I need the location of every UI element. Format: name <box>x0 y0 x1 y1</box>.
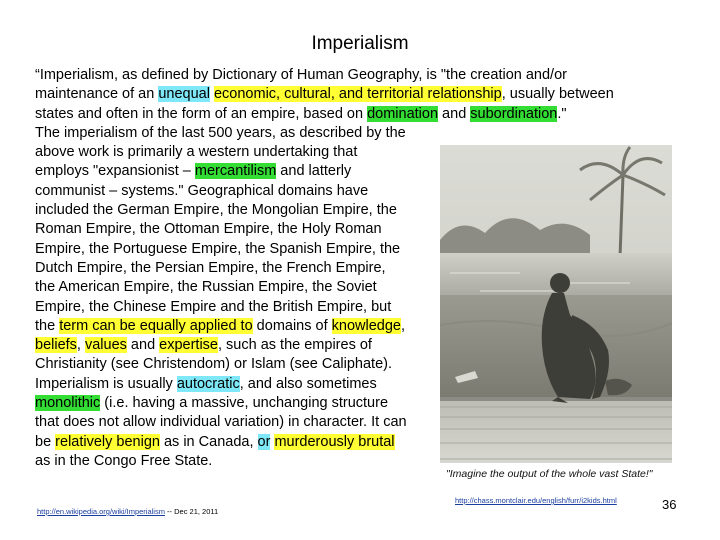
text-segment: Dutch Empire, the Persian Empire, the French Empire, <box>35 259 386 276</box>
text-segment: the American Empire, the Russian Empire, the Soviet <box>35 279 377 296</box>
highlighted-term: murderously brutal <box>274 433 395 450</box>
text-segment: The imperialism of the last 500 years, as described by the <box>35 124 406 141</box>
text-segment: states and often in the form of an empire, based on <box>35 105 368 122</box>
text-segment: be <box>35 433 56 450</box>
highlighted-term: values <box>84 337 127 354</box>
highlighted-term: monolithic <box>35 395 101 412</box>
text-line <box>35 124 685 143</box>
text-segment: , such as the empires of <box>218 337 372 354</box>
wikipedia-link[interactable]: http://en.wikipedia.org/wiki/Imperialism <box>37 507 165 516</box>
text-line <box>35 105 685 124</box>
text-segment: , and also sometimes <box>239 375 377 392</box>
slide-title: Imperialism <box>311 33 409 54</box>
highlighted-term: unequal <box>158 86 210 103</box>
text-segment: employs "expansionist – <box>35 163 195 180</box>
source-citation-left <box>37 507 218 516</box>
text-segment: domains of <box>252 317 332 334</box>
highlighted-term: subordination <box>470 105 558 122</box>
montclair-link[interactable]: http://chass.montclair.edu/english/furr/i2kids.html <box>455 496 617 505</box>
text-segment: Christianity (see Christendom) or Islam (see Caliphate). <box>35 356 392 373</box>
highlighted-term: or <box>257 433 271 450</box>
text-segment: included the German Empire, the Mongolian Empire, the <box>35 202 397 219</box>
text-segment: maintenance of an <box>35 86 159 103</box>
text-segment: as in the Congo Free State. <box>35 452 213 469</box>
highlighted-term: autocratic <box>176 375 240 392</box>
highlighted-term: domination <box>367 105 439 122</box>
text-segment: (i.e. having a massive, unchanging structure <box>100 395 389 412</box>
text-segment: and <box>126 337 160 354</box>
text-segment: Imperialism is usually <box>35 375 177 392</box>
text-segment: and latterly <box>276 163 352 180</box>
citation-date: -- Dec 21, 2011 <box>164 507 219 516</box>
text-segment: “Imperialism, as defined by Dictionary of Human Geography, is "the creation and/or <box>35 67 567 83</box>
text-segment: ." <box>557 105 567 122</box>
text-segment: the <box>35 317 60 334</box>
text-segment: Empire, the Portuguese Empire, the Spanish Empire, the <box>35 240 401 257</box>
text-segment: , usually between <box>501 86 614 103</box>
text-segment: , <box>400 317 406 334</box>
text-segment: above work is primarily a western undertaking that <box>35 144 358 161</box>
text-segment: Empire, the Chinese Empire and the British Empire, but <box>35 298 392 315</box>
highlighted-term: term can be equally applied to <box>59 317 253 334</box>
text-segment: , <box>76 337 85 354</box>
highlighted-term: relatively benign <box>55 433 160 450</box>
text-line <box>35 85 685 104</box>
text-segment: and <box>438 105 471 122</box>
text-segment: communist – systems." Geographical domains have <box>35 182 369 199</box>
image-caption: "Imagine the output of the whole vast State!" <box>446 468 653 480</box>
highlighted-term: economic, cultural, and territorial relationship <box>213 86 502 103</box>
highlighted-term: expertise <box>159 337 218 354</box>
page-number: 36 <box>662 497 677 512</box>
text-segment: Roman Empire, the Ottoman Empire, the Holy Roman <box>35 221 382 238</box>
highlighted-term: mercantilism <box>194 163 277 180</box>
text-line <box>35 66 685 85</box>
text-segment: as in Canada, <box>159 433 258 450</box>
source-citation-right <box>455 496 617 505</box>
highlighted-term: beliefs <box>35 337 77 354</box>
highlighted-term: knowledge <box>331 317 401 334</box>
text-segment: that does not allow individual variation) in character. It can <box>35 414 407 431</box>
congo-illustration <box>440 145 672 463</box>
